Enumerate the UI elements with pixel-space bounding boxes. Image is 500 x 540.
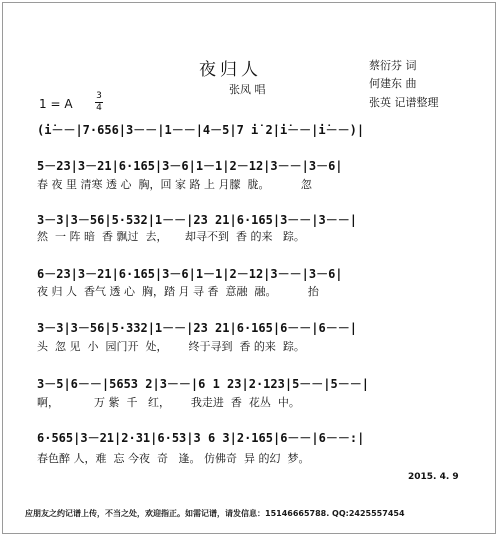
notation-row-5: 3－3|3－56|5·332|1－－|23 21|6·165|6－－|6－－| [37, 321, 357, 335]
key-signature: 1 = A [39, 97, 73, 111]
lyricist-credit: 蔡衍芬 词 [369, 59, 417, 72]
lyrics-row-7: 春色醉 人，难 忘 今夜 奇 逢。 仿佛奇 异 的幻 梦。 [37, 452, 310, 465]
lyrics-row-5: 头 忽 见 小 园门开 处， 终于寻到 香 的来 踪。 [37, 340, 305, 353]
notation-row-4: 6－23|3－21|6·165|3－6|1－1|2－12|3－－|3－6| [37, 267, 343, 281]
song-title: 夜归人 [199, 60, 262, 80]
meter-bottom: 4 [96, 103, 102, 113]
meter-top: 3 [96, 91, 102, 101]
lyrics-row-4: 夜 归 人 香气 透 心 胸，踏 月 寻 香 意融 融。 抬 [37, 285, 319, 298]
lyrics-row-6: 啊， 万 紫 千 红， 我走进 香 花丛 中。 [37, 396, 300, 409]
singer-credit: 张凤 唱 [229, 83, 266, 96]
notation-row-2: 5－23|3－21|6·165|3－6|1－1|2－12|3－－|3－6| [37, 159, 343, 173]
lyrics-row-2: 春 夜 里 清寒 透 心 胸，回 家 路 上 月朦 胧。 忽 [37, 178, 312, 191]
notation-row-3: 3－3|3－56|5·532|1－－|23 21|6·165|3－－|3－－| [37, 213, 357, 227]
transcription-date: 2015. 4. 9 [408, 472, 459, 482]
composer-credit: 何建东 曲 [369, 77, 417, 90]
time-signature [95, 92, 103, 113]
footer-note: 应朋友之约记谱上传，不当之处，欢迎指正。如需记谱，请发信息：15146665788. QQ:2425557454 [25, 509, 405, 518]
notation-row-6: 3－5|6－－|5653 2|3－－|6 1 23|2·123|5－－|5－－| [37, 377, 369, 391]
transcriber-credit: 张英 记谱整理 [369, 96, 439, 109]
notation-row-1: (i̇－－|7·656|3－－|1－－|4－5|7 i̇ 2̇|i̇－－|i̇－－)| [37, 123, 365, 137]
notation-row-7: 6·565|3－21|2·31|6·53|3 6 3|2·165|6－－|6－－:| [37, 431, 365, 445]
lyrics-row-3: 然 一 阵 暗 香 飘过 去， 却寻不到 香 的来 踪。 [37, 230, 305, 243]
sheet-music-page [2, 2, 496, 534]
